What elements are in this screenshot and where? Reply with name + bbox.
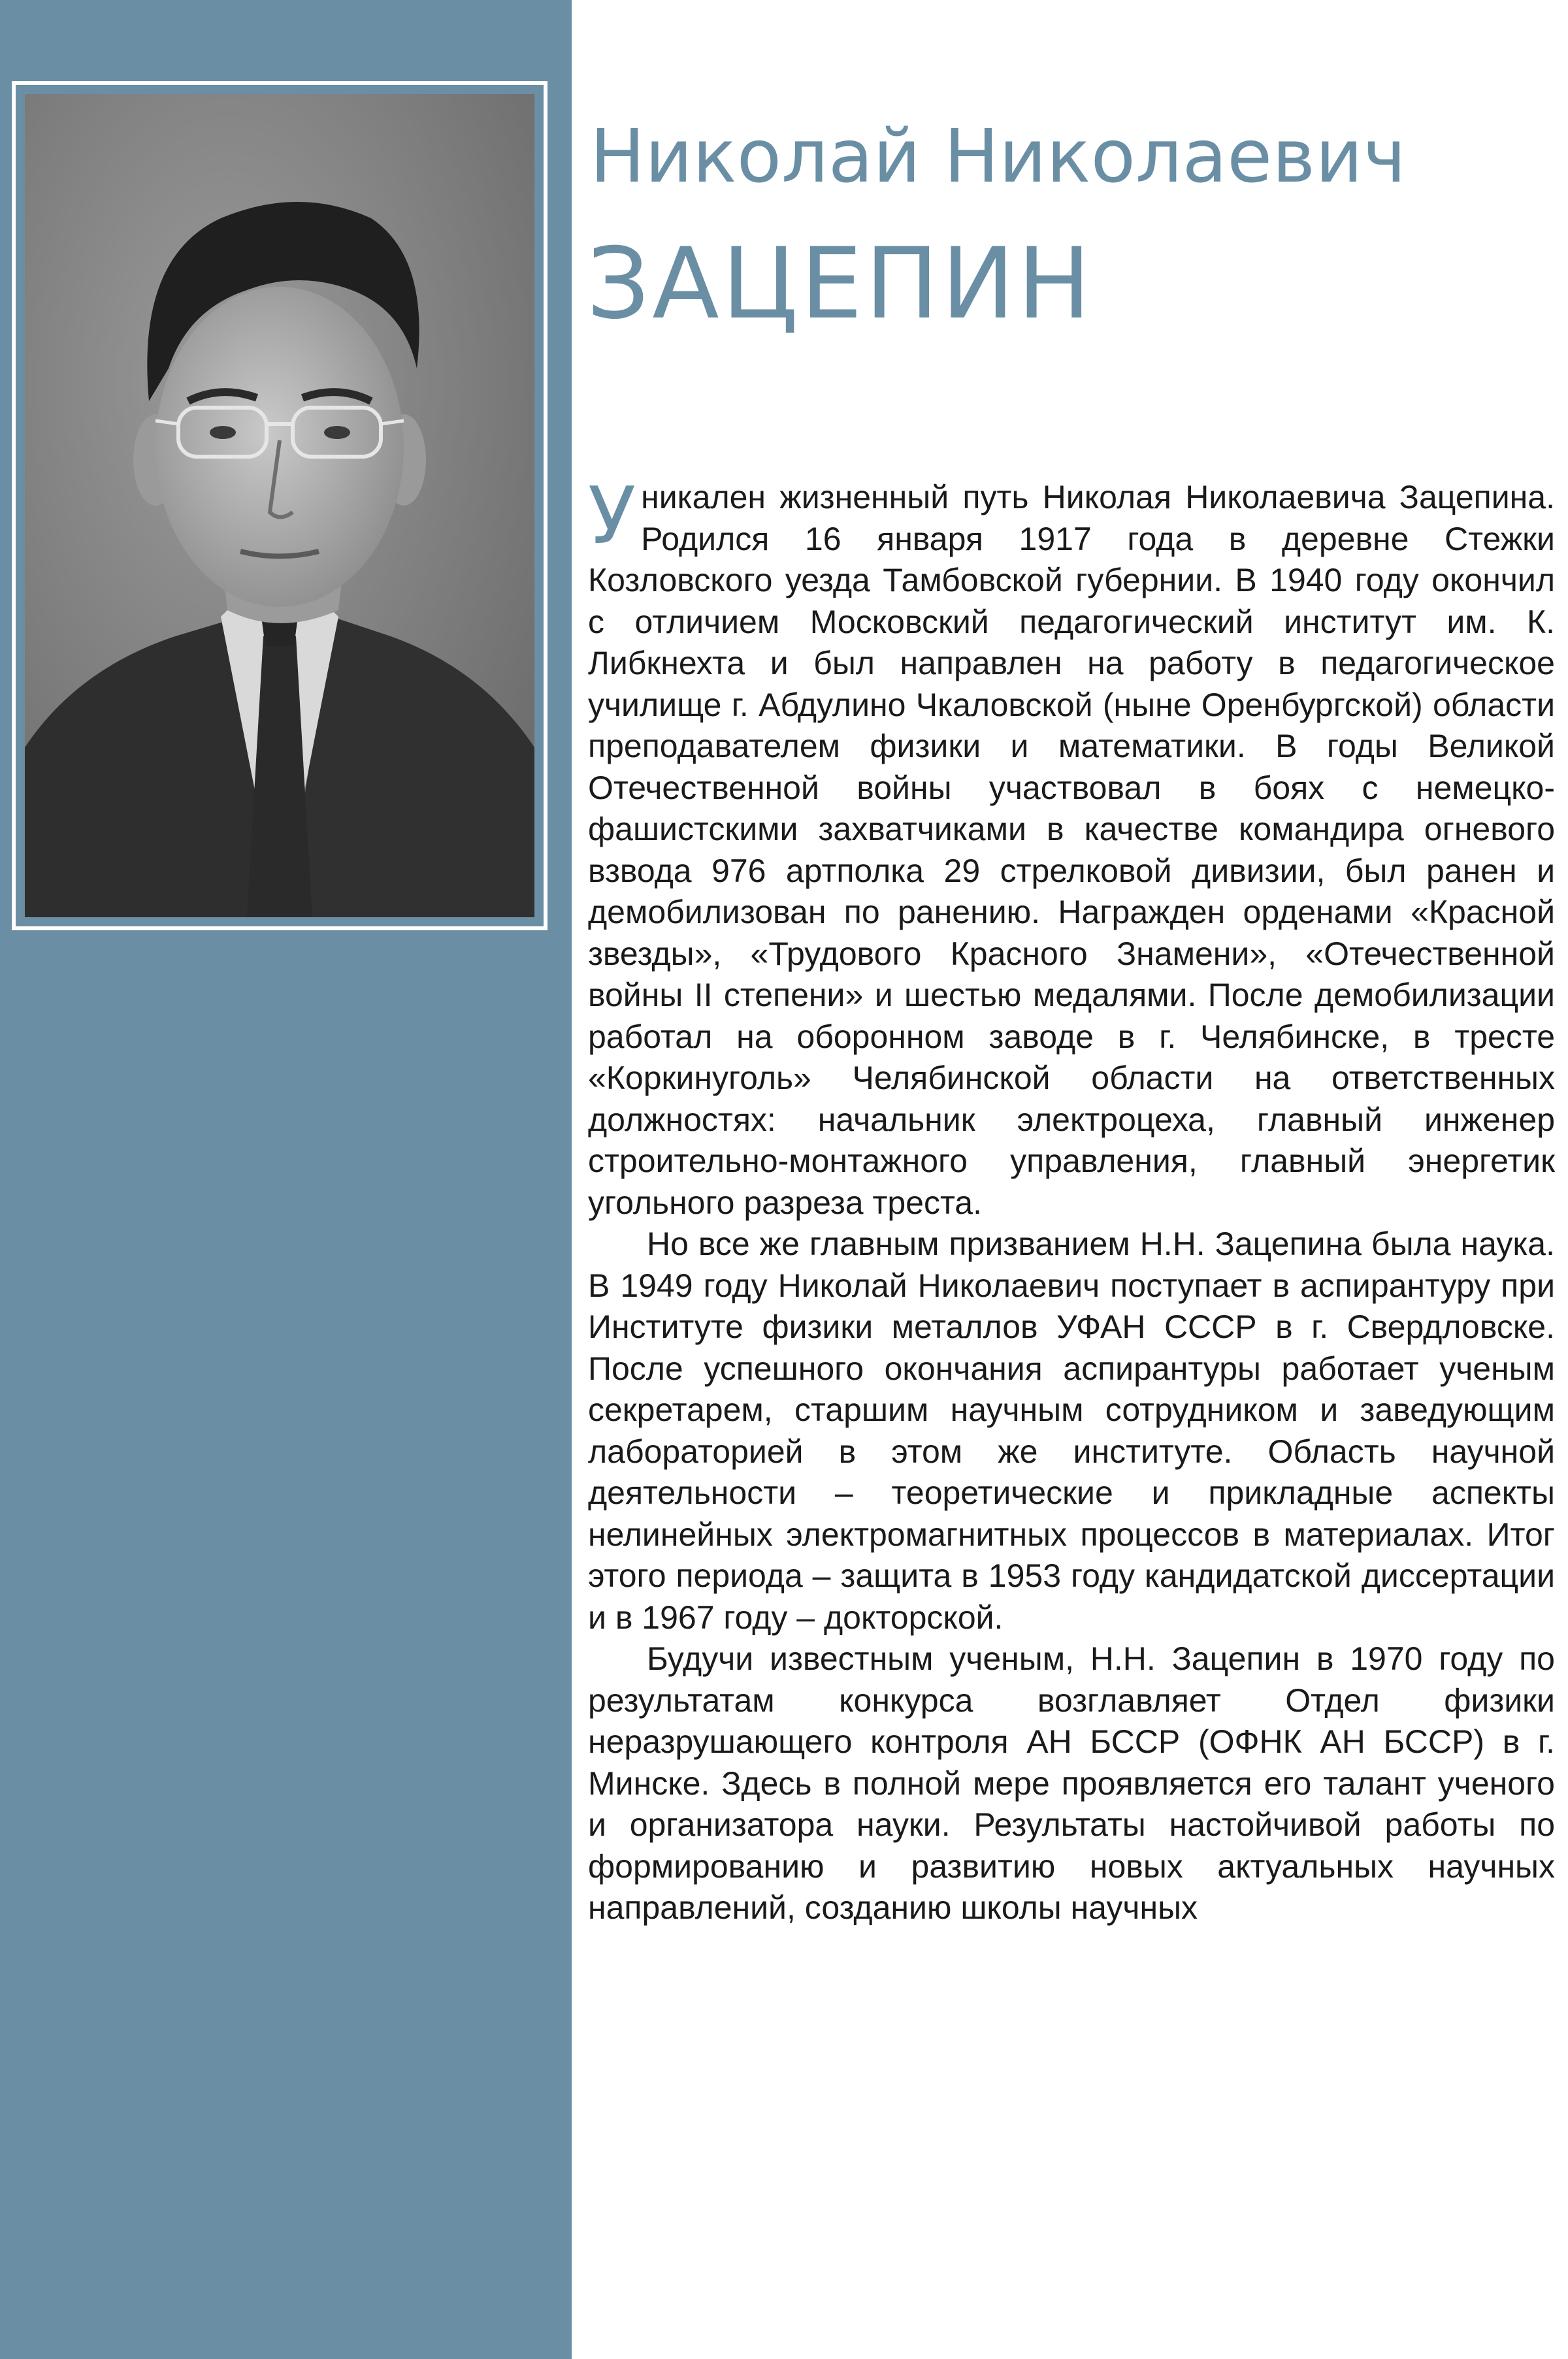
biography-paragraph-3: Будучи известным ученым, Н.Н. Зацепин в 1970 году по результатам конкурса возглавляет Отдел физики неразрушающего контроля АН БССР (ОФНК АН БССР) в г. Минске. Здесь в полной мере проявляется его талант ученого и организатора науки. Результаты настойчивой работы по формированию и развитию новых актуальных научных направлений, созданию школы научных: [588, 1640, 1555, 1926]
biography-text: [588, 471, 1555, 1929]
biography-paragraph-1: [588, 471, 1555, 1224]
sidebar-band: [0, 0, 572, 2359]
portrait-photo: [25, 94, 534, 917]
person-last-name: ЗАЦЕПИН: [587, 227, 1094, 341]
drop-cap: У: [588, 471, 636, 562]
portrait-frame: [12, 81, 547, 930]
portrait-icon: [25, 94, 534, 917]
biography-paragraph-2: Но все же главным призванием Н.Н. Зацепина была наука. В 1949 году Николай Николаевич поступает в аспирантуру при Институте физики металлов УФАН СССР в г. Свердловске. После успешного окончания аспирантуры работает ученым секретарем, старшим научным сотрудником и заведующим лабораторией в этом же институте. Область научной деятельности – теоретические и прикладные аспекты нелинейных электромагнитных процессов в материалах. Итог этого периода – защита в 1953 году кандидатской диссертации и в 1967 году – докторской.: [588, 1226, 1555, 1636]
person-first-name: Николай Николаевич: [590, 114, 1407, 199]
paragraph-1-text: никален жизненный путь Николая Николаевича Зацепина. Родился 16 января 1917 года в деревне Стежки Козловского уезда Тамбовской губернии. В 1940 году окончил с отличием Московский педагогический институт им. К. Либкнехта и был направлен на работу в педагогическое училище г. Абдулино Чкаловской (ныне Оренбургской) области преподавателем физики и математики. В годы Великой Отечественной войны участвовал в боях с немецко-фашистскими захватчиками в качестве командира огневого взвода 976 артполка 29 стрелковой дивизии, был ранен и демобилизован по ранению. Награжден орденами «Красной звезды», «Трудового Красного Знамени», «Отечественной войны II степени» и шестью медалями. После демобилизации работал на оборонном заводе в г. Челябинске, в тресте «Коркинуголь» Челябинской области на ответственных должностях: начальник электроцеха, главный инженер строительно-монтажного управления, главный энергетик угольного разреза треста.: [588, 479, 1555, 1221]
